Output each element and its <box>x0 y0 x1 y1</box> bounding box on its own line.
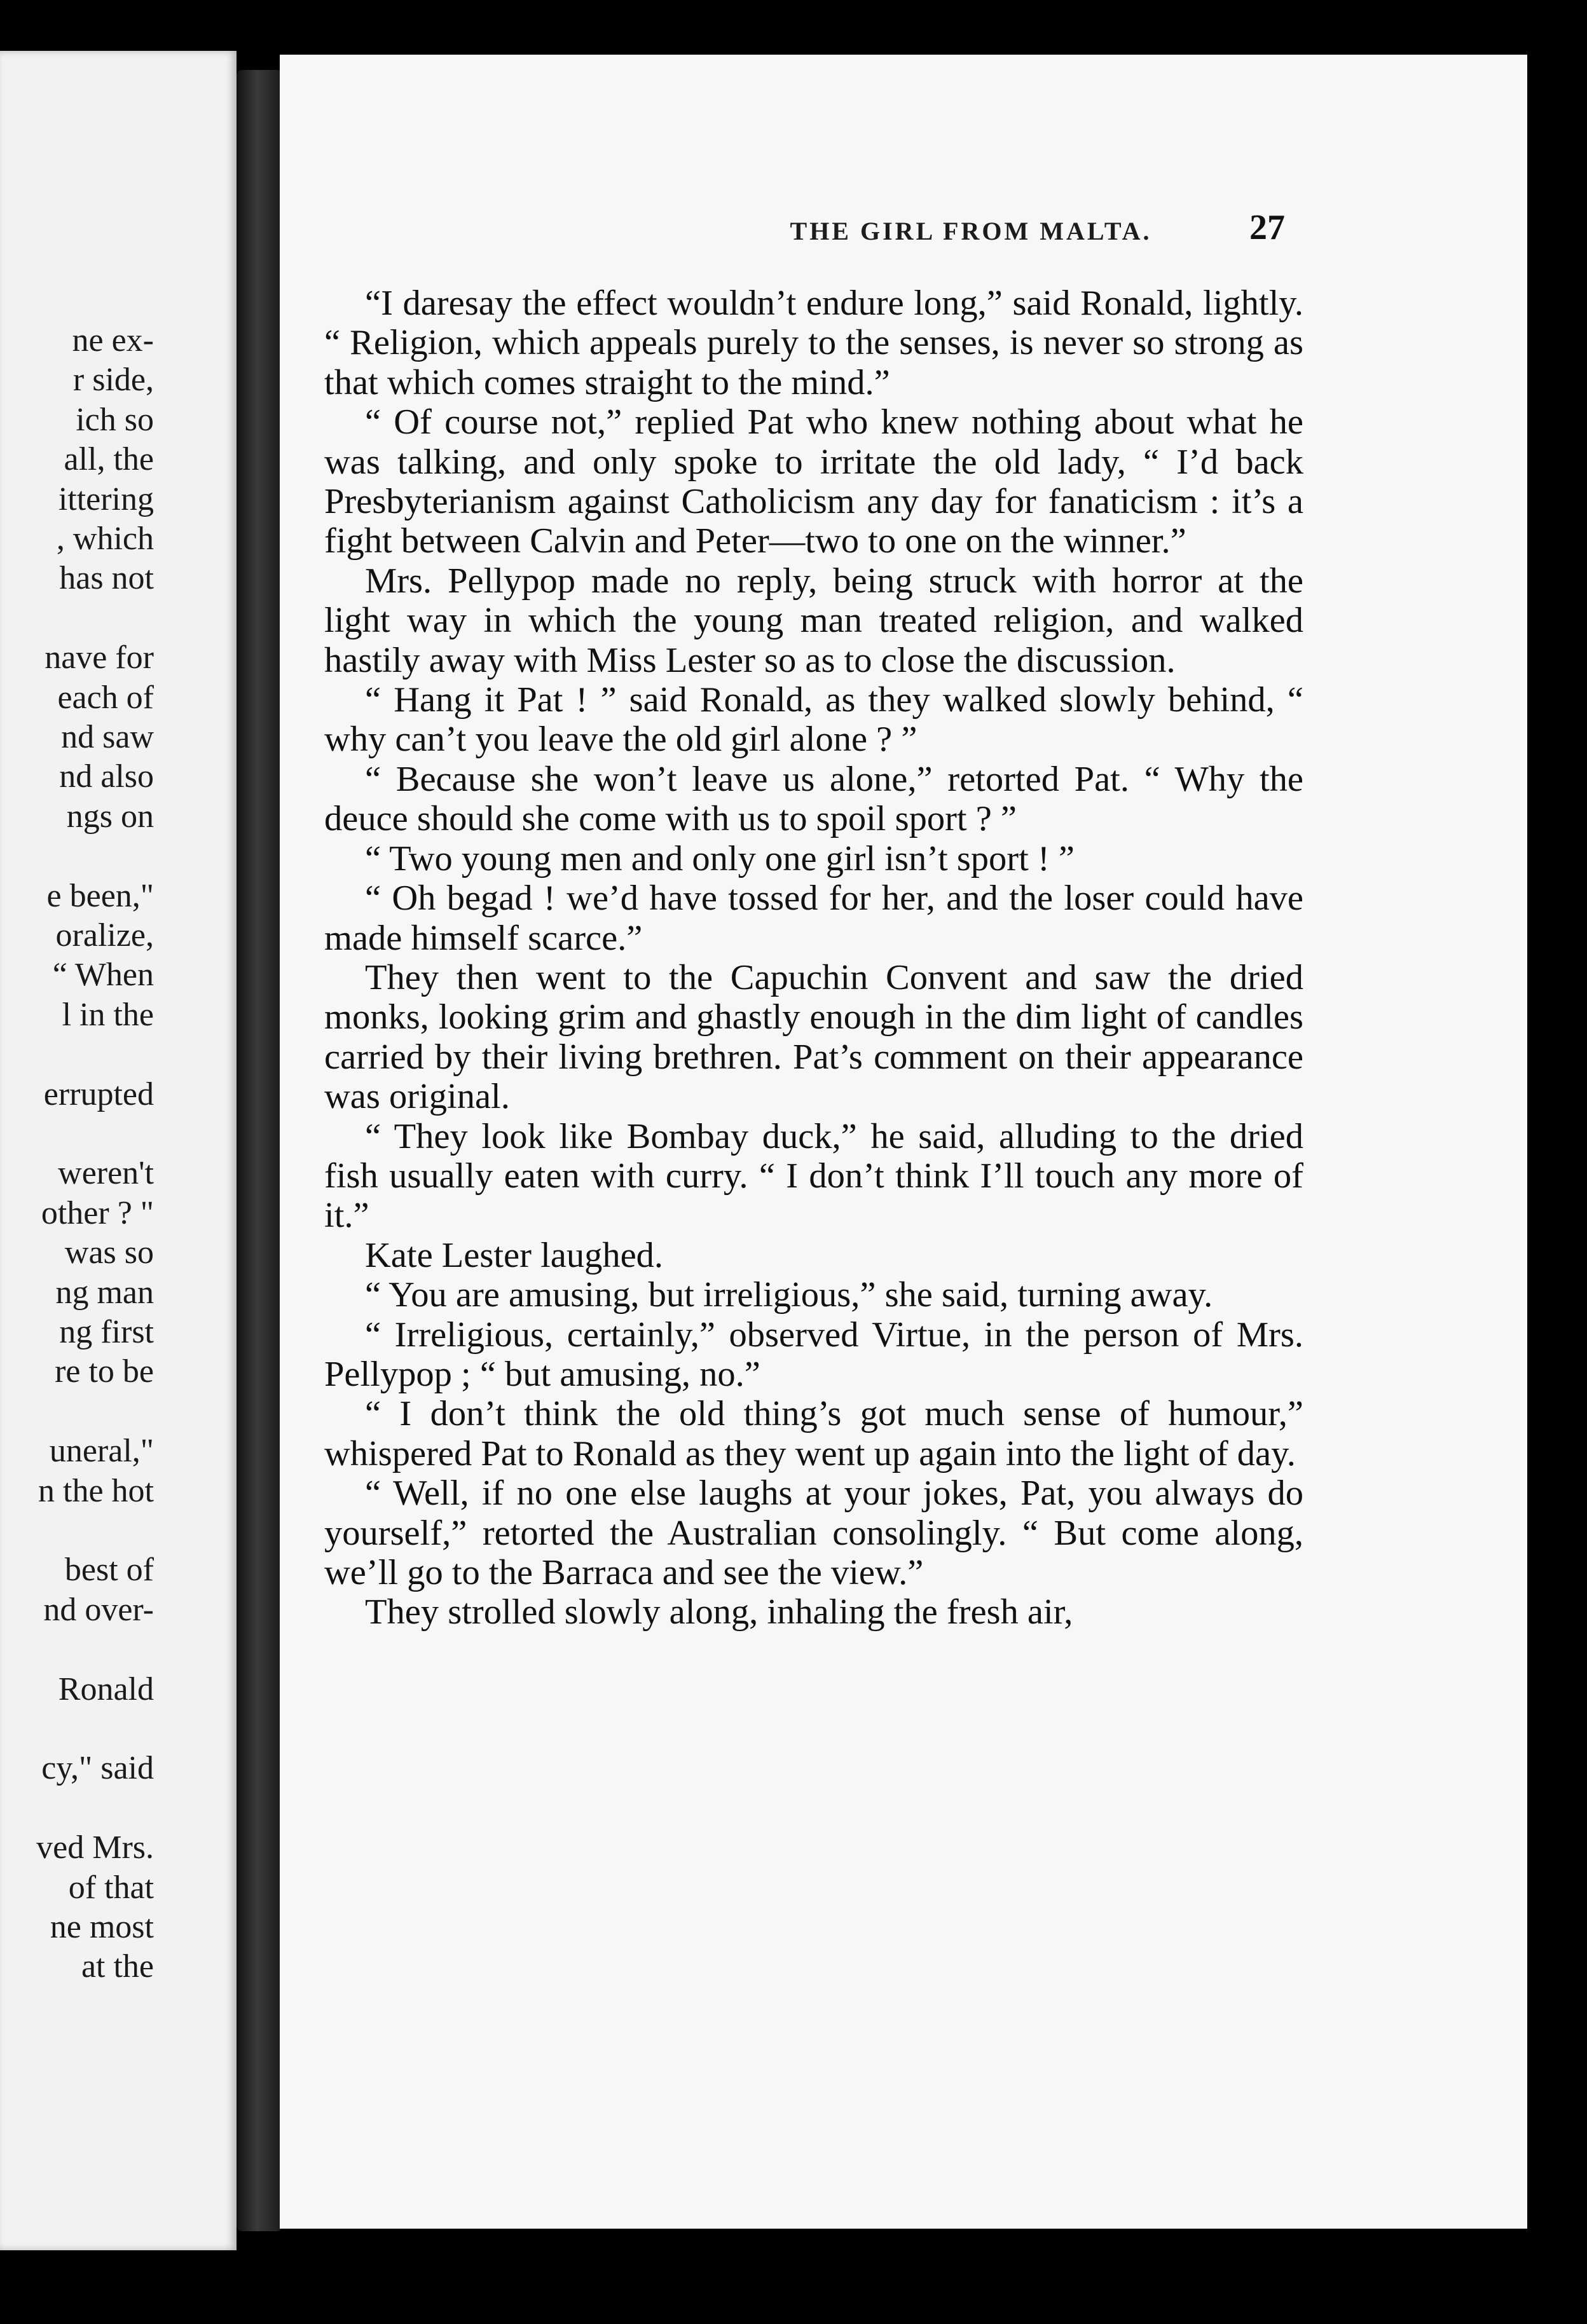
left-page-line: r side, <box>72 362 154 399</box>
paragraph: Mrs. Pellypop made no reply, being struck with horror at the light way in which the young man treated religion, and walked hastily away with Miss Lester so as to close the discussion. <box>324 561 1303 680</box>
paragraph: “ Two young men and only one girl isn’t sport ! ” <box>365 838 1075 878</box>
paragraph: “ Because she won’t leave us alone,” retorted Pat. “ Why the deuce should she come with us to spoil sport ? ” <box>324 759 1303 839</box>
left-page-line: each of <box>57 679 154 716</box>
paragraph: “ Oh begad ! we’d have tossed for her, and the loser could have made himself scarce.” <box>324 878 1303 958</box>
left-page-line: nd also <box>59 758 154 795</box>
left-page-line: was so <box>64 1234 154 1271</box>
left-page-line: ng first <box>59 1314 154 1350</box>
left-page-line: weren't <box>58 1155 154 1192</box>
book-gutter <box>237 70 282 2231</box>
left-page-line: e been," <box>46 877 154 914</box>
left-page-line: of that <box>68 1869 154 1906</box>
left-page-line: n the hot <box>38 1472 154 1509</box>
paragraph: “I daresay the effect wouldn’t endure long,” said Ronald, lightly. “ Religion, which appeals purely to the senses, is never so strong as that which comes straight to the mind.” <box>324 284 1303 402</box>
left-page-line: has not <box>59 560 154 597</box>
left-page-line: ved Mrs. <box>36 1829 154 1866</box>
body-text <box>324 284 1303 1632</box>
left-page-line: best of <box>64 1552 154 1589</box>
left-page <box>0 51 237 2250</box>
paragraph: “ Irreligious, certainly,” observed Virtue, in the person of Mrs. Pellypop ; “ but amusing, no.” <box>324 1315 1303 1394</box>
paragraph: “ I don’t think the old thing’s got much sense of humour,” whispered Pat to Ronald as they went up again into the light of day. <box>324 1394 1303 1473</box>
left-page-line: cy," said <box>41 1750 154 1787</box>
left-page-line: Ronald <box>58 1671 154 1707</box>
paragraph: “ You are amusing, but irreligious,” she said, turning away. <box>365 1275 1213 1315</box>
left-page-line: ne most <box>50 1909 154 1945</box>
left-page-line: ne ex- <box>72 322 154 359</box>
left-page-line: l in the <box>62 996 154 1033</box>
right-page <box>280 55 1527 2229</box>
paragraph: They then went to the Capuchin Convent and saw the dried monks, looking grim and ghastly enough in the dim light of candles carried by their living brethren. Pat’s comment on their appearance was original. <box>324 957 1303 1117</box>
left-page-line: re to be <box>55 1353 154 1390</box>
left-page-line: other ? " <box>41 1194 154 1231</box>
paragraph: “ Of course not,” replied Pat who knew nothing about what he was talking, and only spoke to irritate the old lady, “ I’d back Presbyterianism against Catholicism any day for fanaticism : it’s a fight between Calvin and Peter—two to one on the winner.” <box>324 402 1303 561</box>
left-page-line: at the <box>81 1948 154 1985</box>
left-page-line: “ When <box>52 957 154 994</box>
paragraph: “ Hang it Pat ! ” said Ronald, as they walked slowly behind, “ why can’t you leave the old girl alone ? ” <box>324 680 1303 760</box>
page-number: 27 <box>1249 208 1285 247</box>
left-page-line: ich so <box>76 401 154 438</box>
paragraph: “ Well, if no one else laughs at your jokes, Pat, you always do yourself,” retorted the Australian consolingly. “ But come along, we’ll go to the Barraca and see the view.” <box>324 1473 1303 1592</box>
paragraph: “ They look like Bombay duck,” he said, alluding to the dried fish usually eaten with curry. “ I don’t think I’ll touch any more of it.” <box>324 1116 1303 1236</box>
left-page-line: , which <box>56 521 154 557</box>
paragraph: Kate Lester laughed. <box>365 1235 664 1275</box>
paragraph: They strolled slowly along, inhaling the fresh air, <box>365 1592 1073 1632</box>
left-page-line: uneral," <box>49 1433 154 1470</box>
left-page-line: oralize, <box>55 917 154 954</box>
left-page-line: ittering <box>58 481 154 517</box>
left-page-line: all, the <box>64 441 154 478</box>
left-page-line: ng man <box>55 1274 154 1311</box>
left-page-line: nave for <box>45 639 154 676</box>
running-head: THE GIRL FROM MALTA. <box>790 217 1152 245</box>
left-page-line: ngs on <box>66 798 154 835</box>
left-page-line: nd over- <box>43 1591 154 1628</box>
left-page-line: nd saw <box>61 719 154 755</box>
left-page-line: errupted <box>43 1076 154 1112</box>
